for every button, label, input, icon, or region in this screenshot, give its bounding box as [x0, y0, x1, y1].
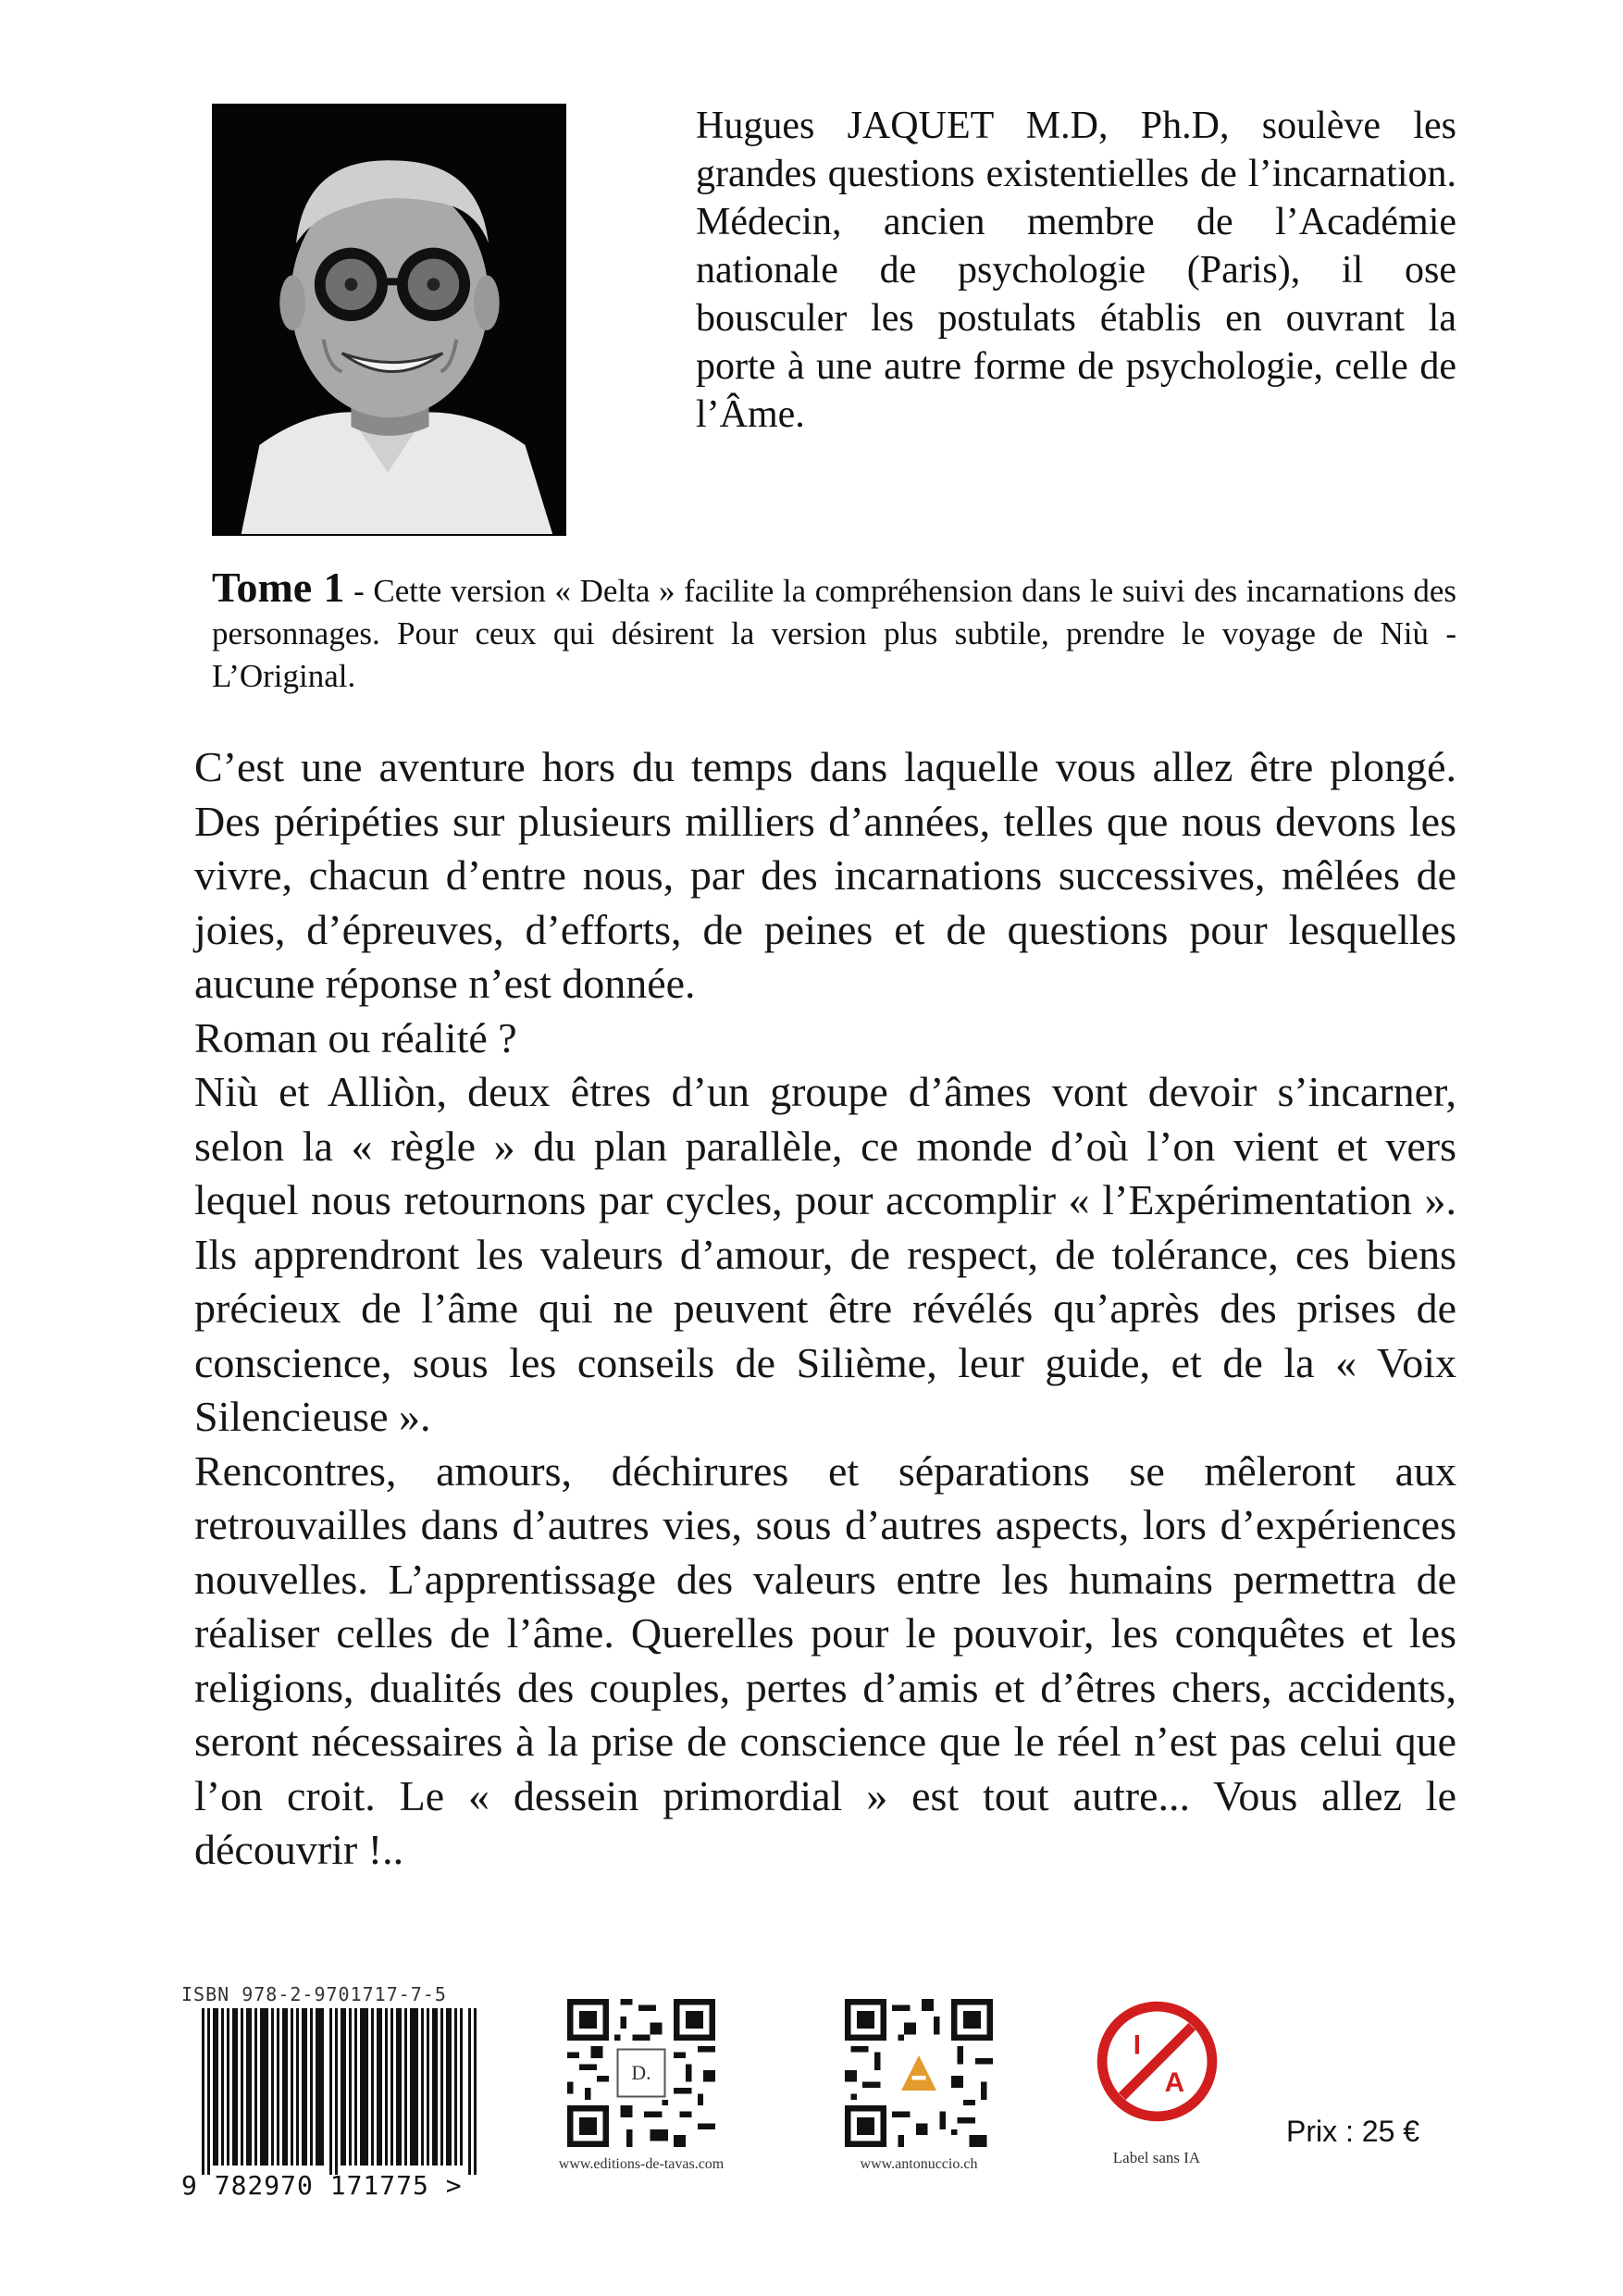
author-website[interactable]: www.antonuccio.ch: [860, 2156, 978, 2172]
no-ai-label-icon: [1095, 1999, 1220, 2124]
barcode: [202, 2008, 479, 2175]
barcode-digits: 9 782970 171775 >: [181, 2170, 463, 2201]
price: Prix : 25 €: [1286, 2115, 1420, 2148]
qr-code-author[interactable]: [845, 1999, 993, 2147]
qr-code-editions[interactable]: [567, 1999, 715, 2147]
author-photo: [212, 104, 566, 536]
summary-paragraph-1: C’est une aventure hors du temps dans laquelle vous allez être plongé. Des péripéties sur plusieurs milliers d’années, telles que nous devons les vivre, chacun d’entre nous, par des incarnations successives, mêlées de joies, d’épreuves, d’efforts, de peines et de questions pour lesquelles aucune réponse n’est donnée.: [194, 743, 1456, 1007]
svg-text:A: A: [1164, 2066, 1185, 2098]
qr-center-mark: D.: [631, 2062, 651, 2085]
tome-text: - Cette version « Delta » facilite la compréhension dans le suivi des incarnations des personnages. Pour ceux qui désirent la version plus subtile, prendre le voyage de Niù - L’Original.: [212, 573, 1456, 694]
summary-paragraph-2: Roman ou réalité ?: [194, 1013, 517, 1061]
svg-text:I: I: [1133, 2029, 1142, 2061]
isbn-label: ISBN 978-2-9701717-7-5: [181, 1983, 447, 2005]
no-ai-label-text: Label sans IA: [1112, 2149, 1201, 2166]
summary-paragraph-4: Rencontres, amours, déchirures et séparations se mêleront aux retrouvailles dans d’autres vies, sous d’autres aspects, lors d’expériences nouvelles. L’apprentissage des valeurs entre les humains permettra de réaliser celles de l’âme. Querelles pour le pouvoir, les conquêtes et les religions, dualités des couples, pertes d’amis et d’êtres chers, accidents, seront nécessaires à la prise de conscience que le réel n’est pas celui que l’on croit. Le « dessein primordial » est tout autre... Vous allez le découvrir !..: [194, 1446, 1456, 1873]
author-bio: Hugues JAQUET M.D, Ph.D, soulève les grandes questions existentielles de l’incarnation. Médecin, ancien membre de l’Académie nationale de psychologie (Paris), il ose bousculer les postulats établis en ouvrant la porte à une autre forme de psychologie, celle de l’Âme.: [696, 105, 1456, 436]
book-summary: [194, 740, 1456, 1878]
tome-note: [212, 566, 1456, 698]
editions-website[interactable]: www.editions-de-tavas.com: [558, 2156, 725, 2172]
tome-label: Tome 1: [212, 564, 345, 611]
summary-paragraph-3: Niù et Alliòn, deux êtres d’un groupe d’âmes vont devoir s’incarner, selon la « règle » du plan parallèle, ce monde d’où l’on vient et vers lequel nous retournons par cycles, pour accomplir « l’Expérimentation ». Ils apprendront les valeurs d’amour, de respect, de tolérance, ces biens précieux de l’âme qui ne peuvent être révélés qu’après des prises de conscience, sous les conseils de Silième, leur guide, et de la « Voix Silencieuse ».: [194, 1068, 1456, 1440]
